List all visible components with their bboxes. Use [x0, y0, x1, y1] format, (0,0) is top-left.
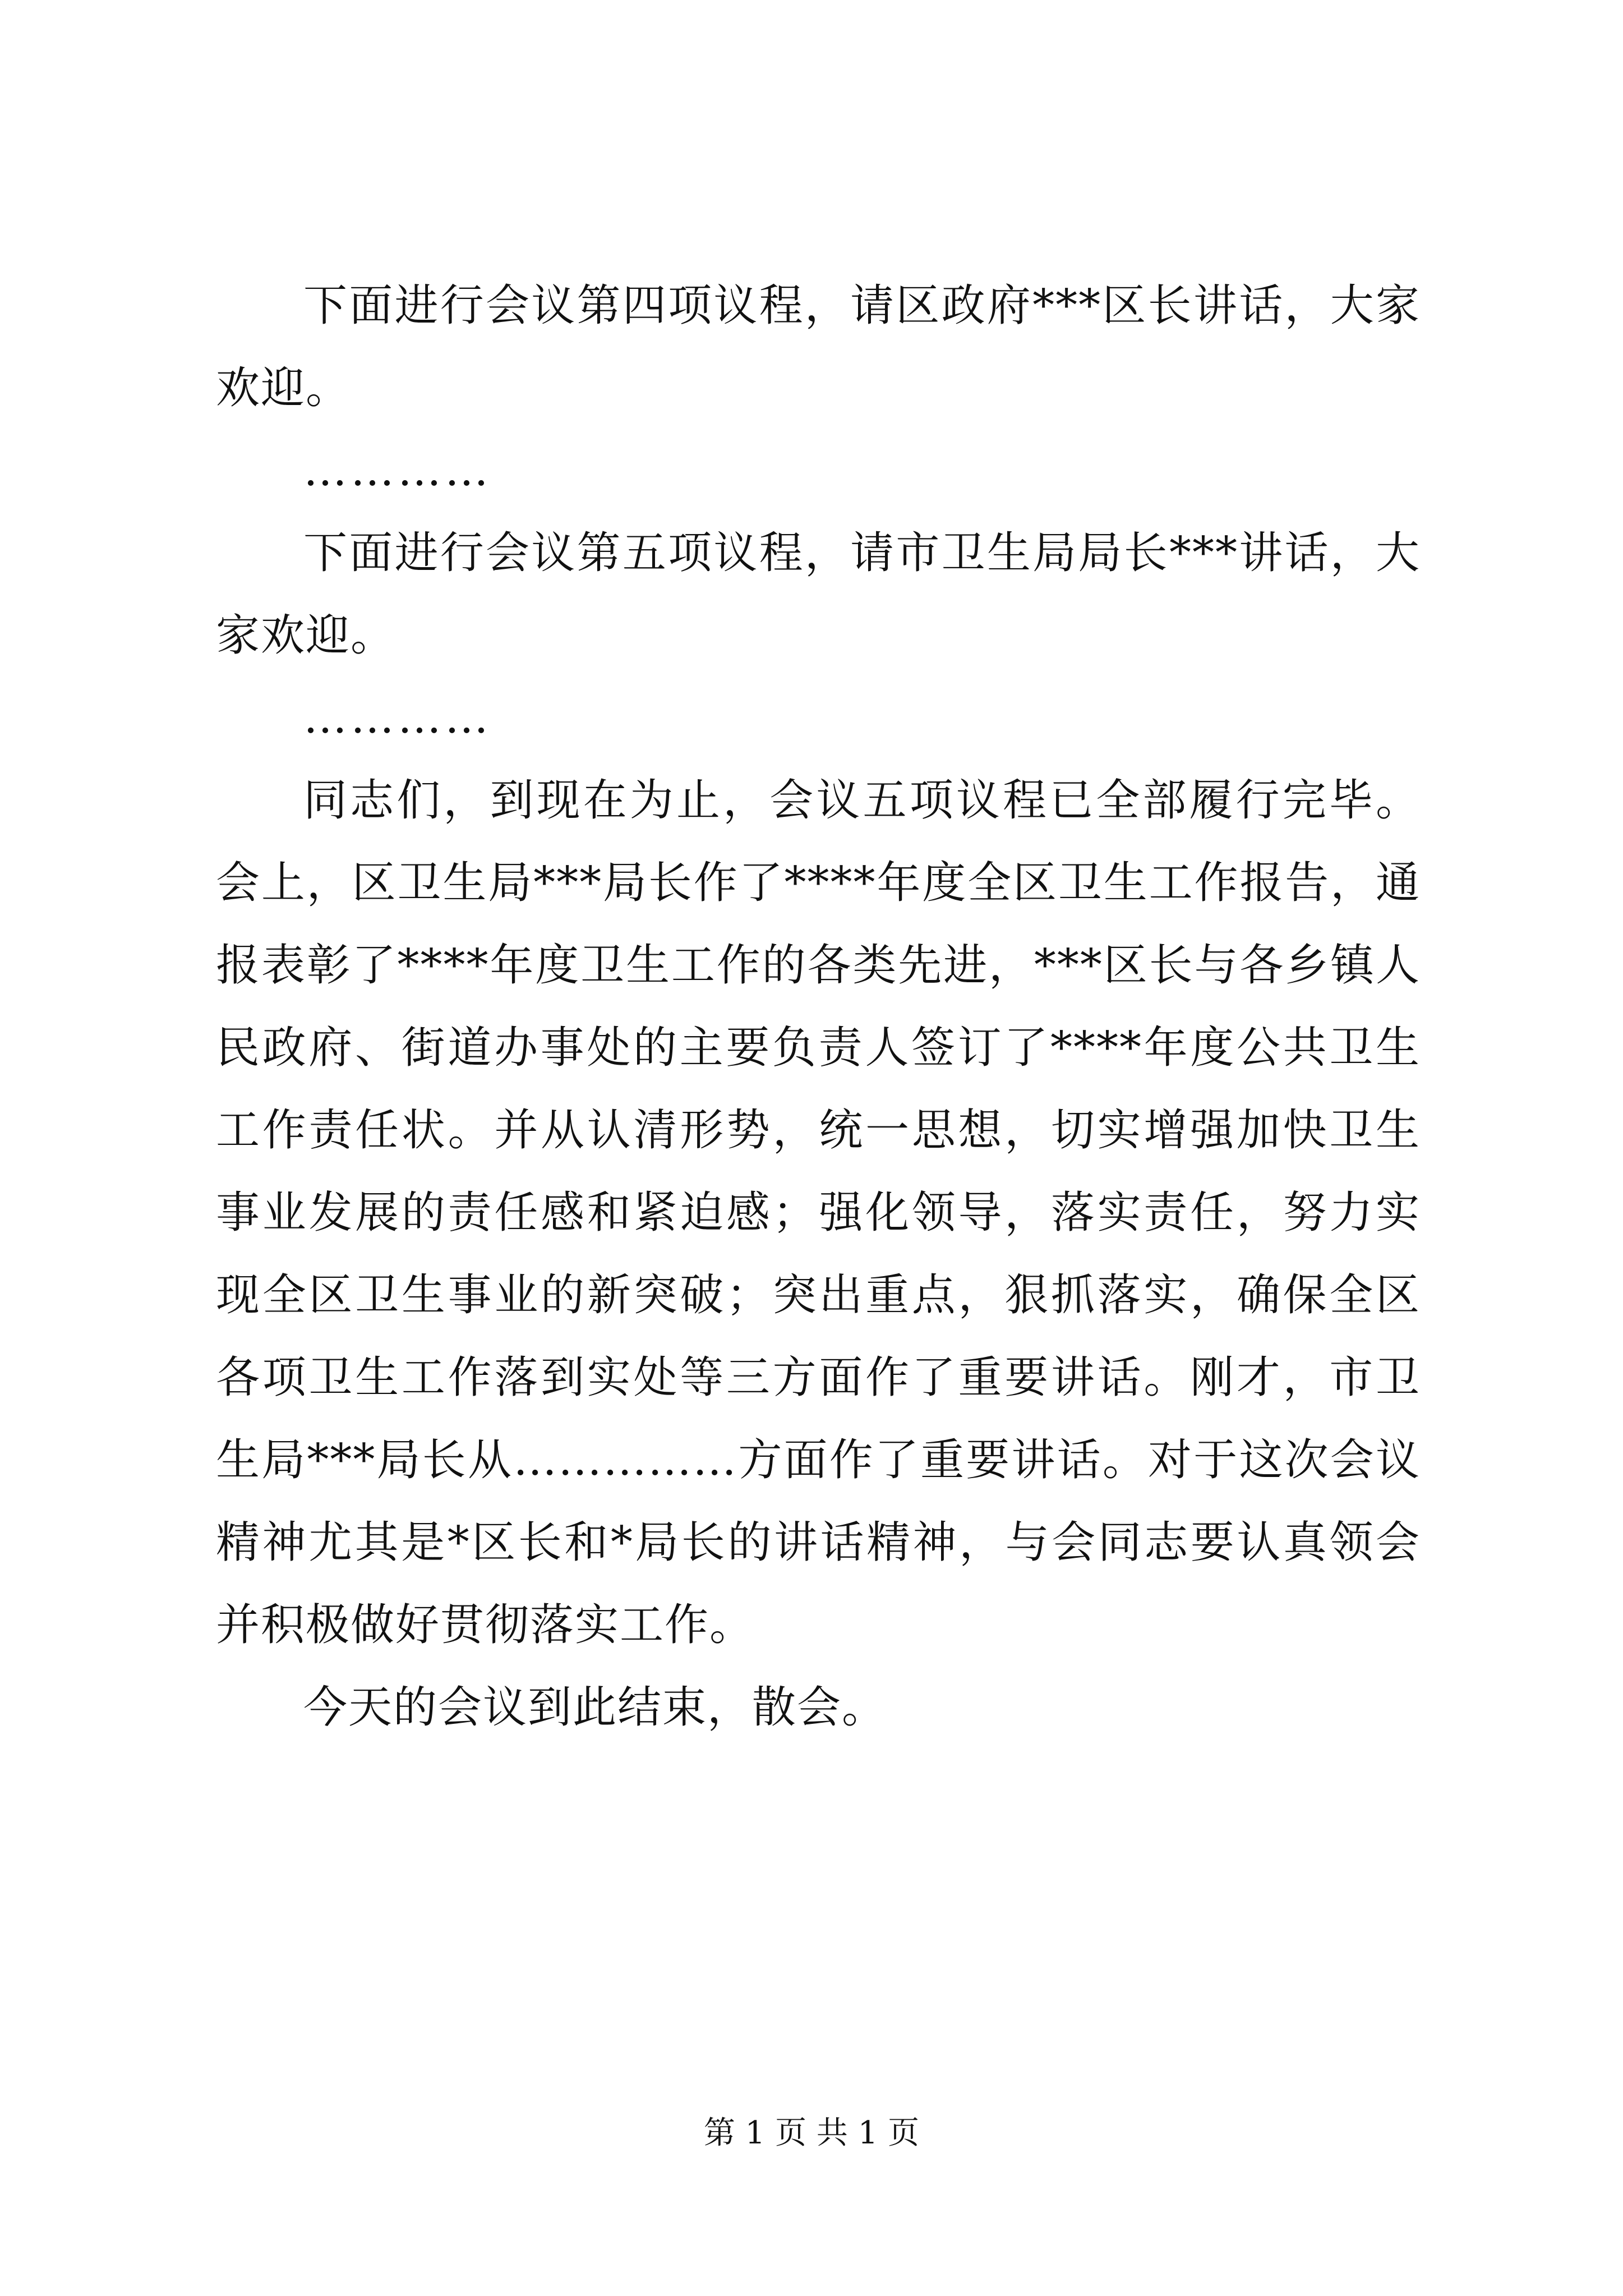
agenda-item-four-paragraph: 下面进行会议第四项议程，请区政府***区长讲话，大家欢迎。 [216, 280, 1421, 413]
summary-paragraph: 同志们，到现在为止，会议五项议程已全部履行完毕。会上，区卫生局***局长作了****年度全区卫生工作报告，通报表彰了****年度卫生工作的各类先进，***区长与各乡镇人民政府、街道办事处的主要负责人签订了****年度公共卫生工作责任状。并从认清形势，统一思想，切实增强加快卫生事业发展的责任感和紧迫感；强化领导，落实责任，努力实现全区卫生事业的新突破；突出重点，狠抓落实，确保全区各项卫生工作落到实处等三方面作了重要讲话。刚才，市卫生局***局长从……………方面作了重要讲话。对于这次会议精神尤其是*区长和*局长的讲话精神，与会同志要认真领会并积极做好贯彻落实工作。 [216, 775, 1421, 1650]
closing-paragraph: 今天的会议到此结束，散会。 [303, 1682, 887, 1733]
document-body [216, 265, 1421, 1749]
ellipsis-line: ………… [303, 693, 492, 743]
ellipsis-line: ………… [303, 445, 492, 496]
page-footer: 第 1 页 共 1 页 [703, 2115, 920, 2151]
agenda-item-five-paragraph: 下面进行会议第五项议程，请市卫生局局长***讲话，大家欢迎。 [216, 528, 1421, 661]
